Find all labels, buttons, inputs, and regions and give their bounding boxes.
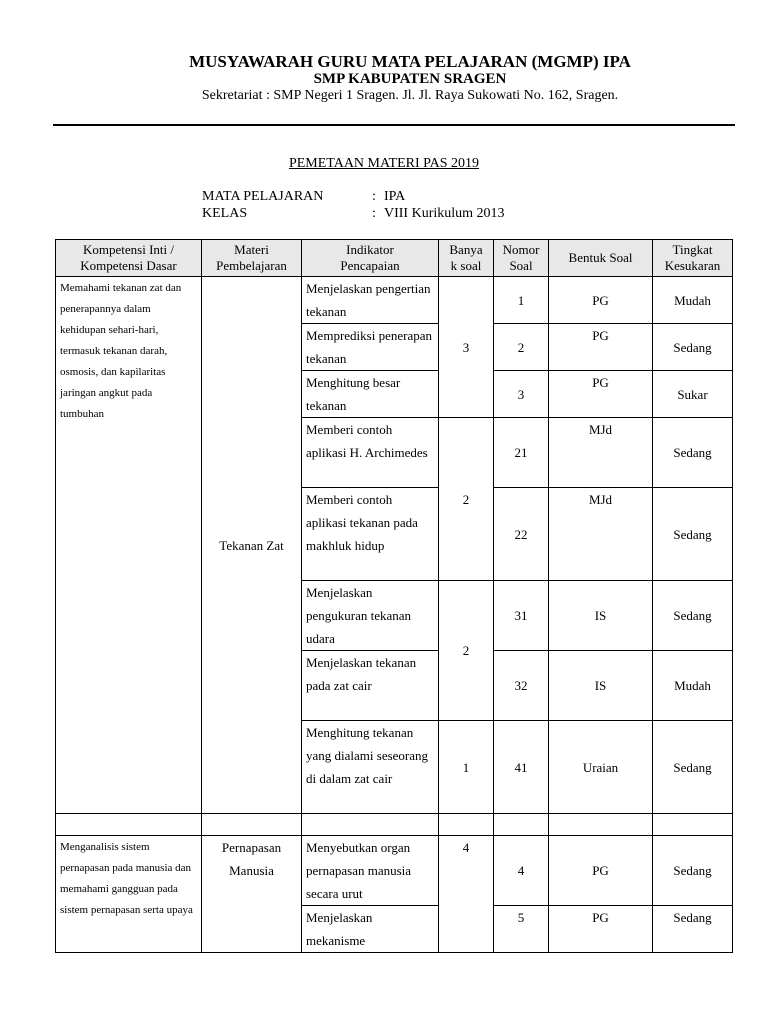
- nomor-cell: 5: [494, 906, 549, 953]
- nomor-cell: 22: [494, 488, 549, 581]
- class-row: [202, 206, 505, 222]
- bentuk-cell: Uraian: [549, 721, 653, 814]
- nomor-cell: 21: [494, 418, 549, 488]
- indikator-cell: Menghitung tekanan yang dialami seseorang di dalam zat cair: [302, 721, 439, 814]
- bentuk-cell: IS: [549, 651, 653, 721]
- header-bentuk-soal: Bentuk Soal: [549, 240, 653, 277]
- class-colon: :: [372, 206, 376, 221]
- indikator-cell: Memprediksi penerapan tekanan: [302, 324, 439, 371]
- tingkat-cell: Sukar: [653, 371, 733, 418]
- table-header-row: [56, 240, 733, 277]
- empty-cell: [302, 814, 439, 836]
- empty-cell: [202, 814, 302, 836]
- header-nomor-soal: Nomor Soal: [494, 240, 549, 277]
- tingkat-cell: Sedang: [653, 488, 733, 581]
- indikator-cell: Menjelaskan pengukuran tekanan udara: [302, 581, 439, 651]
- tingkat-cell: Sedang: [653, 324, 733, 371]
- header-tingkat: Tingkat Kesukaran: [653, 240, 733, 277]
- materi-tekanan-zat: Tekanan Zat: [202, 277, 302, 814]
- bentuk-cell: PG: [549, 324, 653, 371]
- empty-cell: [549, 814, 653, 836]
- org-title: MUSYAWARAH GURU MATA PELAJARAN (MGMP) IPA: [189, 52, 631, 71]
- bentuk-cell: PG: [549, 906, 653, 953]
- subject-row: [202, 189, 405, 205]
- indikator-cell: Menjelaskan pengertian tekanan: [302, 277, 439, 324]
- nomor-cell: 41: [494, 721, 549, 814]
- document-title: PEMETAAN MATERI PAS 2019: [288, 156, 480, 171]
- bentuk-cell: MJd: [549, 418, 653, 488]
- bentuk-cell: IS: [549, 581, 653, 651]
- nomor-cell: 4: [494, 836, 549, 906]
- bentuk-cell: PG: [549, 836, 653, 906]
- indikator-cell: Menjelaskan mekanisme: [302, 906, 439, 953]
- nomor-cell: 32: [494, 651, 549, 721]
- kompetensi-dasar-1: Memahami tekanan zat dan penerapannya dalam kehidupan sehari-hari, termasuk tekanan darah, osmosis, dan kapilaritas jaringan angkut pada tumbuhan: [56, 277, 202, 814]
- tingkat-cell: Sedang: [653, 581, 733, 651]
- subject-colon: :: [372, 189, 376, 204]
- indikator-cell: Menyebutkan organ pernapasan manusia secara urut: [302, 836, 439, 906]
- empty-cell: [439, 814, 494, 836]
- bentuk-cell: MJd: [549, 488, 653, 581]
- banyak-soal-cell: 1: [439, 721, 494, 814]
- address-line: Sekretariat : SMP Negeri 1 Sragen. Jl. Jl. Raya Sukowati No. 162, Sragen.: [201, 88, 619, 103]
- nomor-cell: 3: [494, 371, 549, 418]
- tingkat-cell: Sedang: [653, 836, 733, 906]
- banyak-soal-cell: 2: [439, 418, 494, 581]
- tingkat-cell: Sedang: [653, 418, 733, 488]
- bentuk-cell: PG: [549, 371, 653, 418]
- kompetensi-dasar-2: Menganalisis sistem pernapasan pada manusia dan memahami gangguan pada sistem pernapasan serta upaya: [56, 836, 202, 953]
- nomor-cell: 31: [494, 581, 549, 651]
- materi-pernapasan: Pernapasan Manusia: [202, 836, 302, 953]
- class-value: VIII Kurikulum 2013: [384, 206, 505, 221]
- tingkat-cell: Mudah: [653, 651, 733, 721]
- table-row: [56, 836, 733, 906]
- school-title: SMP KABUPATEN SRAGEN: [313, 71, 507, 87]
- indikator-cell: Memberi contoh aplikasi H. Archimedes: [302, 418, 439, 488]
- empty-cell: [653, 814, 733, 836]
- indikator-cell: Menjelaskan tekanan pada zat cair: [302, 651, 439, 721]
- empty-cell: [494, 814, 549, 836]
- empty-row: [56, 814, 733, 836]
- indikator-cell: Memberi contoh aplikasi tekanan pada makhluk hidup: [302, 488, 439, 581]
- banyak-soal-cell: 2: [439, 581, 494, 721]
- header-divider: [53, 124, 735, 126]
- tingkat-cell: Sedang: [653, 721, 733, 814]
- indikator-cell: Menghitung besar tekanan: [302, 371, 439, 418]
- table-row: [56, 277, 733, 324]
- subject-label: MATA PELAJARAN: [202, 189, 324, 204]
- nomor-cell: 2: [494, 324, 549, 371]
- tingkat-cell: Sedang: [653, 906, 733, 953]
- banyak-soal-cell: 4: [439, 836, 494, 953]
- header-kompetensi: Kompetensi Inti / Kompetensi Dasar: [56, 240, 202, 277]
- class-label: KELAS: [202, 206, 248, 221]
- header-indikator: Indikator Pencapaian: [302, 240, 439, 277]
- banyak-soal-cell: 3: [439, 277, 494, 418]
- nomor-cell: 1: [494, 277, 549, 324]
- header-banyak-soal: Banya k soal: [439, 240, 494, 277]
- bentuk-cell: PG: [549, 277, 653, 324]
- empty-cell: [56, 814, 202, 836]
- header-materi: Materi Pembelajaran: [202, 240, 302, 277]
- tingkat-cell: Mudah: [653, 277, 733, 324]
- subject-value: IPA: [384, 189, 406, 204]
- mapping-table: [55, 239, 733, 953]
